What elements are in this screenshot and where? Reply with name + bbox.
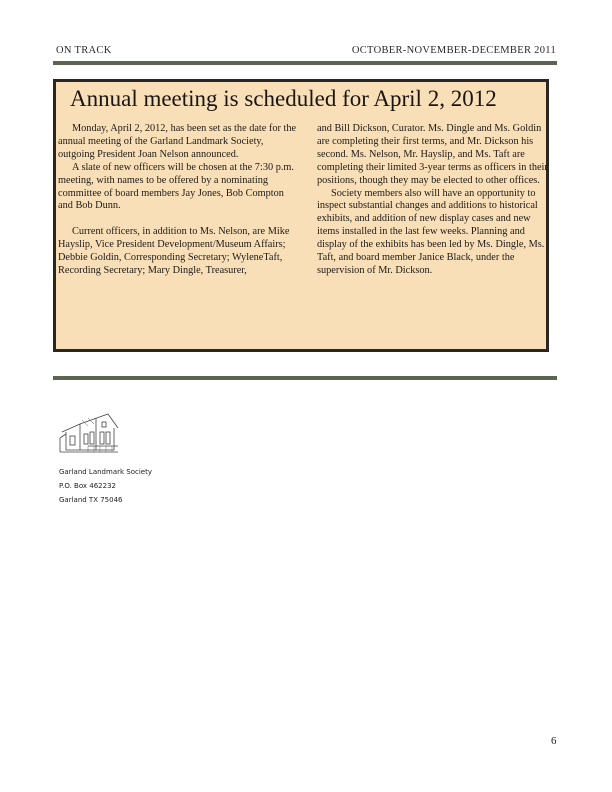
article-paragraph: Current officers, in addition to Ms. Nelson, are Mike Hayslip, Vice President Development/Museum Affairs; Debbie Goldin, Corresponding Secretary; WyleneTaft, Recording Secretary; Mary Dingle, Treasurer,: [58, 226, 290, 277]
issue-date: OCTOBER-NOVEMBER-DECEMBER 2011: [351, 45, 556, 56]
article-right-column: [317, 123, 549, 278]
address-line: Garland Landmark Society: [59, 468, 152, 476]
article-box: [53, 79, 549, 352]
article-title: Annual meeting is scheduled for April 2, 2012: [70, 86, 497, 111]
page-number: 6: [551, 735, 557, 747]
footer-rule: [53, 376, 557, 380]
article-paragraph: and Bill Dickson, Curator. Ms. Dingle and Ms. Goldin are completing their first terms, and Mr. Dickson his second. Ms. Nelson, Mr. Hayslip, and Ms. Taft are completing their limited 3-year terms as officers in their positions, though they may be elected to other offices.: [317, 123, 548, 186]
address-line: P.O. Box 462232: [59, 482, 116, 490]
header-rule: [53, 61, 557, 65]
article-paragraph: A slate of new officers will be chosen at the 7:30 p.m. meeting, with names to be offered by a nominating committee of board members Jay Jones, Bob Compton and Bob Dunn.: [58, 161, 294, 212]
publication-name: ON TRACK: [56, 45, 112, 56]
historic-building-icon: [58, 410, 120, 456]
article-paragraph: Society members also will have an opportunity to inspect substantial changes and additions to historical exhibits, and addition of new display cases and new items installed in the last few weeks. Planning and display of the exhibits has been led by Ms. Dingle, Ms. Taft, and board member Janice Black, under the supervision of Mr. Dickson.: [317, 187, 545, 276]
mailing-address: [59, 465, 152, 507]
article-left-column: [58, 123, 298, 278]
article-paragraph: Monday, April 2, 2012, has been set as the date for the annual meeting of the Garland Landmark Society, outgoing President Joan Nelson announced.: [58, 123, 297, 160]
address-line: Garland TX 75046: [59, 496, 123, 504]
